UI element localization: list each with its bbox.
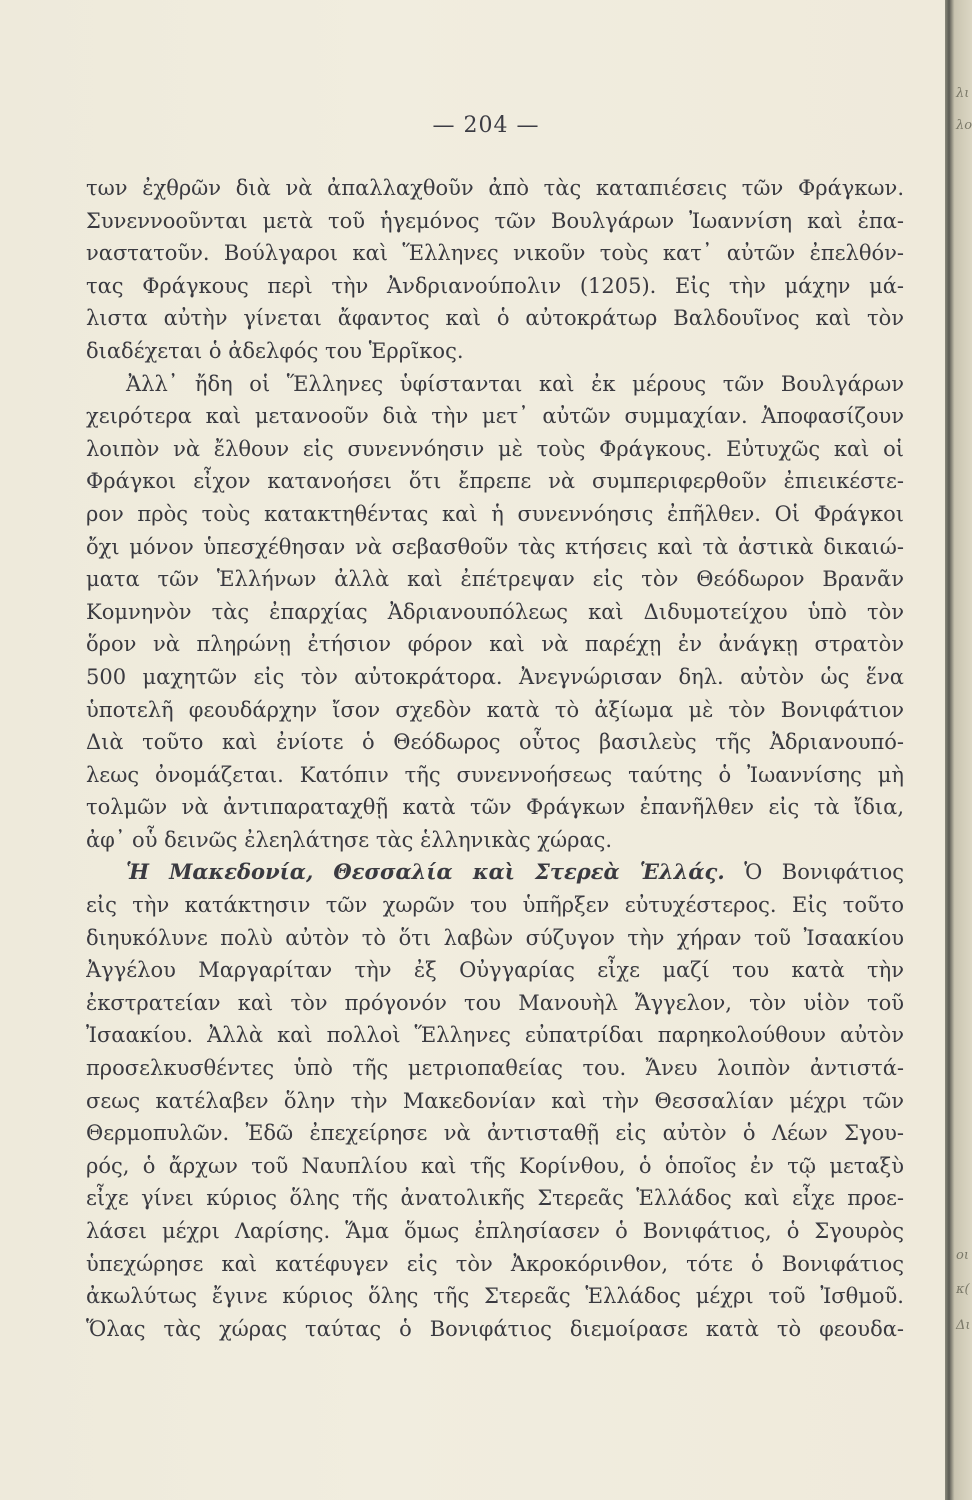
- text-line: ἀφ᾿ οὗ δεινῶς ἐλεηλάτησε τὰς ἑλληνικὰς χώρας.: [86, 827, 613, 852]
- text-line: λιστα αὐτὴν γίνεται ἄφαντος καὶ ὁ αὐτοκράτωρ Βαλδουῖνος καὶ τὸν: [86, 306, 904, 331]
- text-line: τας Φράγκους περὶ τὴν Ἀνδριανούπολιν (1205). Εἰς τὴν μάχην μά-: [86, 273, 904, 298]
- text-line: Συνεννοοῦνται μετὰ τοῦ ἡγεμόνος τῶν Βουλγάρων Ἰωαννίση καὶ ἐπα-: [86, 208, 904, 233]
- text-line: χειρότερα καὶ μετανοοῦν διὰ τὴν μετ᾿ αὐτῶν συμμαχίαν. Ἀποφασίζουν: [86, 404, 904, 429]
- text-line: λεως ὀνομάζεται. Κατόπιν τῆς συνεννοήσεως ταύτης ὁ Ἰωαννίσης μὴ: [86, 762, 904, 787]
- text-line: 500 μαχητῶν εἰς τὸν αὐτοκράτορα. Ἀνεγνώρισαν δηλ. αὐτὸν ὡς ἕνα: [86, 664, 904, 689]
- margin-mark: λι: [956, 86, 970, 101]
- page-number: — 204 —: [432, 113, 540, 138]
- text-line: διαδέχεται ὁ ἀδελφός του Ἑρρῖκος.: [86, 338, 464, 363]
- text-line: ἀκωλύτως ἔγινε κύριος ὅλης τῆς Στερεᾶς Ἑλλάδος μέχρι τοῦ Ἰσθμοῦ.: [86, 1284, 904, 1309]
- text-line: Ὅλας τὰς χώρας ταύτας ὁ Βονιφάτιος διεμοίρασε κατὰ τὸ φεουδα-: [86, 1316, 904, 1341]
- text-line: Θερμοπυλῶν. Ἐδῶ ἐπεχείρησε νὰ ἀντισταθῇ εἰς αὐτὸν ὁ Λέων Σγου-: [86, 1121, 904, 1146]
- text-line: λοιπὸν νὰ ἔλθουν εἰς συνεννόησιν μὲ τοὺς Φράγκους. Εὐτυχῶς καὶ οἱ: [86, 436, 904, 461]
- text-line: προσελκυσθέντες ὑπὸ τῆς μετριοπαθείας του. Ἄνευ λοιπὸν ἀντιστά-: [86, 1056, 904, 1081]
- book-spine: [945, 0, 972, 1500]
- text-line: Ἰσαακίου. Ἀλλὰ καὶ πολλοὶ Ἕλληνες εὐπατρίδαι παρηκολούθουν αὐτὸν: [86, 1023, 904, 1048]
- text-line: εἶχε γίνει κύριος ὅλης τῆς ἀνατολικῆς Στερεᾶς Ἑλλάδος καὶ εἶχε προε-: [86, 1186, 904, 1211]
- text-line: Φράγκοι εἶχον κατανοήσει ὅτι ἔπρεπε νὰ συμπεριφερθοῦν ἐπιεικέστε-: [86, 469, 904, 494]
- text-line: τολμῶν νὰ ἀντιπαραταχθῇ κατὰ τῶν Φράγκων ἐπανῆλθεν εἰς τὰ ἴδια,: [86, 795, 904, 820]
- text-line: Ἀλλ᾿ ἤδη οἱ Ἕλληνες ὑφίστανται καὶ ἐκ μέρους τῶν Βουλγάρων: [126, 371, 904, 396]
- text-line: ρός, ὁ ἄρχων τοῦ Ναυπλίου καὶ τῆς Κορίνθου, ὁ ὁποῖος ἐν τῷ μεταξὺ: [86, 1153, 904, 1178]
- body-text: [86, 172, 904, 1345]
- text-line: λάσει μέχρι Λαρίσης. Ἅμα ὅμως ἐπλησίασεν ὁ Βονιφάτιος, ὁ Σγουρὸς: [86, 1219, 904, 1243]
- text-line: Διὰ τοῦτο καὶ ἐνίοτε ὁ Θεόδωρος οὗτος βασιλεὺς τῆς Ἀδριανουπό-: [86, 730, 904, 755]
- margin-mark: οι: [956, 1248, 969, 1263]
- margin-mark: λο: [956, 118, 972, 133]
- text-line: των ἐχθρῶν διὰ νὰ ἀπαλλαχθοῦν ἀπὸ τὰς καταπιέσεις τῶν Φράγκων.: [86, 176, 904, 200]
- text-line: ὅρον νὰ πληρώνῃ ἐτήσιον φόρον καὶ νὰ παρέχῃ ἐν ἀνάγκῃ στρατὸν: [86, 632, 904, 657]
- text-line: διηυκόλυνε πολὺ αὐτὸν τὸ ὅτι λαβὼν σύζυγον τὴν χήραν τοῦ Ἰσαακίου: [86, 925, 904, 950]
- margin-mark: κ(: [956, 1282, 970, 1297]
- text-line: εἰς τὴν κατάκτησιν τῶν χωρῶν του ὑπῆρξεν εὐτυχέστερος. Εἰς τοῦτο: [86, 893, 904, 918]
- text-line: ἐκστρατείαν καὶ τὸν πρόγονόν του Μανουὴλ Ἄγγελον, τὸν υἱὸν τοῦ: [86, 990, 904, 1015]
- text-line: Ἀγγέλου Μαργαρίταν τὴν ἐξ Οὐγγαρίας εἶχε μαζί του κατὰ τὴν: [86, 958, 904, 983]
- text-line: ναστατοῦν. Βούλγαροι καὶ Ἕλληνες νικοῦν τοὺς κατ᾿ αὐτῶν ἐπελθόν-: [86, 241, 904, 266]
- text-line: ὑπεχώρησε καὶ κατέφυγεν εἰς τὸν Ἀκροκόρινθον, τότε ὁ Βονιφάτιος: [86, 1251, 904, 1276]
- text-line: σεως κατέλαβεν ὅλην τὴν Μακεδονίαν καὶ τὴν Θεσσαλίαν μέχρι τῶν: [86, 1088, 904, 1113]
- section-heading: Ἡ Μακεδονία, Θεσσαλία καὶ Στερεὰ Ἑλλάς.: [126, 859, 725, 885]
- text-line: Κομνηνὸν τὰς ἐπαρχίας Ἀδριανουπόλεως καὶ Διδυμοτείχου ὑπὸ τὸν: [86, 599, 904, 624]
- text-line: ρον πρὸς τοὺς κατακτηθέντας καὶ ἡ συνεννόησις ἐπῆλθεν. Οἱ Φράγκοι: [86, 501, 904, 526]
- text-fragment: Ὁ Βονιφάτιος: [744, 860, 904, 885]
- text-line: ματα τῶν Ἑλλήνων ἀλλὰ καὶ ἐπέτρεψαν εἰς τὸν Θεόδωρον Βρανᾶν: [86, 567, 904, 592]
- text-line: ὑποτελῆ φεουδάρχην ἴσον σχεδὸν κατὰ τὸ ἀξίωμα μὲ τὸν Βονιφάτιον: [86, 697, 904, 722]
- section-heading-line: [86, 856, 904, 889]
- text-line: ὄχι μόνον ὑπεσχέθησαν νὰ σεβασθοῦν τὰς κτήσεις καὶ τὰ ἀστικὰ δικαιώ-: [86, 534, 904, 559]
- margin-mark: Δι: [956, 1318, 971, 1333]
